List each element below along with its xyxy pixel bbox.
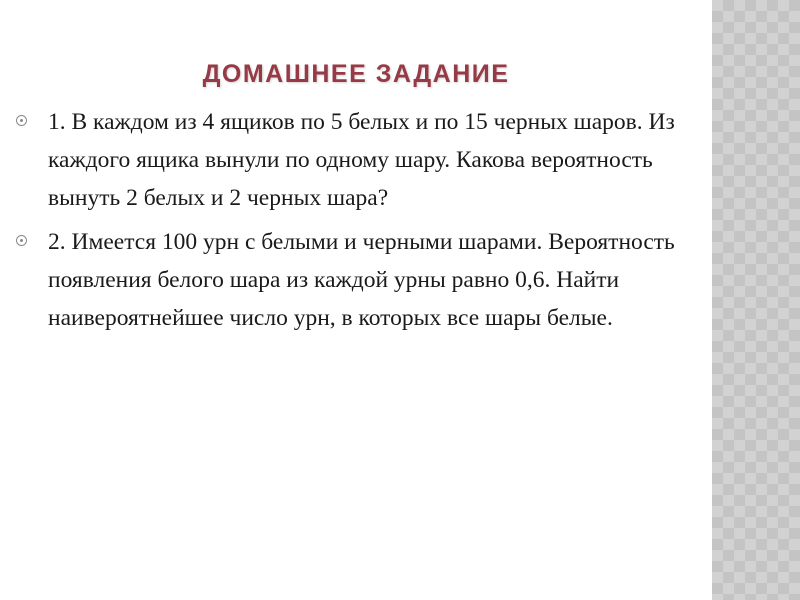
circle-bullet-icon — [16, 115, 27, 126]
slide-title: ДОМАШНЕЕ ЗАДАНИЕ — [202, 60, 510, 88]
list-item-text: 2. Имеется 100 урн с белыми и черными шарами. Вероятность появления белого шара из каждой урны равно 0,6. Найти наивероятнейшее число урн, в которых все шары белые. — [48, 229, 675, 331]
list-item — [14, 223, 704, 337]
list-item — [14, 103, 704, 217]
circle-bullet-icon — [16, 235, 27, 246]
decorative-side-pattern — [712, 0, 800, 600]
list-item-text: 1. В каждом из 4 ящиков по 5 белых и по 15 черных шаров. Из каждого ящика вынули по одному шару. Какова вероятность вынуть 2 белых и 2 черных шара? — [48, 109, 675, 211]
slide-content — [14, 103, 704, 343]
